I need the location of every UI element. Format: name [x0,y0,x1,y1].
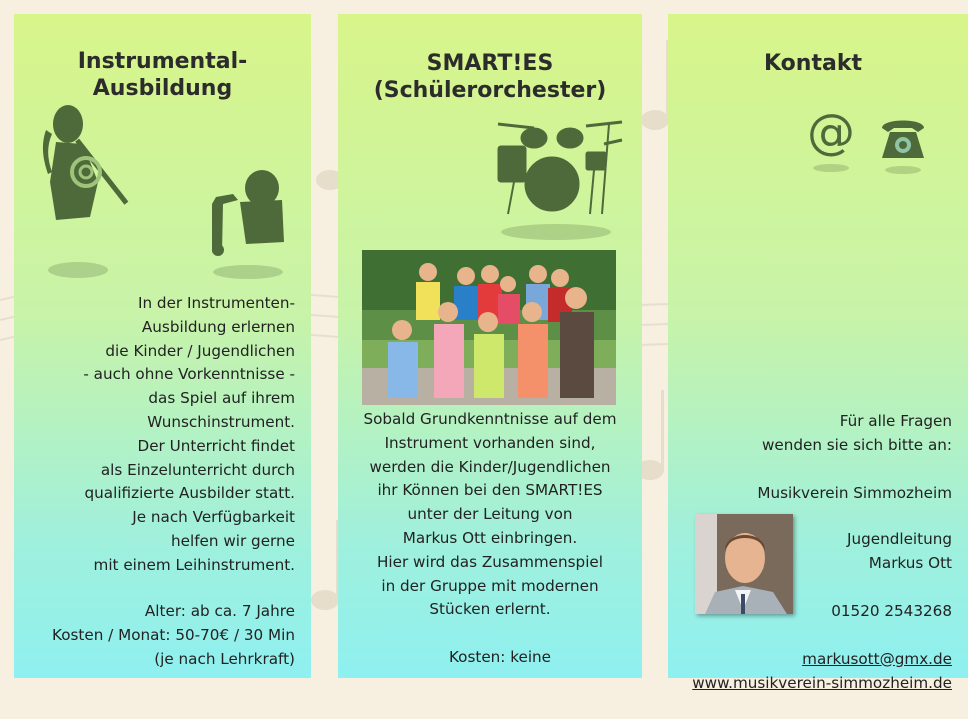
clarinet-player-icon [43,105,128,220]
col1-cost-note: (je nach Lehrkraft) [154,650,295,668]
drum-kit-icon [494,114,624,244]
col2-description: Sobald Grundkenntnisse auf dem Instrument vorhanden sind, werden die Kinder/Jugendlichen ihr Können bei den SMART!ES unter der Leitung von Markus Ott einbringen. Hier wird das Zusammenspiel in der Gruppe mit modernen Stücken erlernt. [363,410,617,619]
club-name: Musikverein Simmozheim [757,484,952,502]
col1-age: Alter: ab ca. 7 Jahre [144,602,295,620]
col3-title: Kontakt [764,51,862,76]
website-row [668,648,952,719]
col2-title-line2: (Schülerorchester) [373,78,607,103]
telephone-icon [878,114,928,176]
col2-title [338,50,642,104]
col1-description: In der Instrumenten- Ausbildung erlernen die Kinder / Jugendlichen - auch ohne Vorkenntnisse - das Spiel auf ihrem Wunschinstrument. Der Unterricht findet als Einzelunterricht durch qualifizierte Ausbilder statt. Je nach Verfügbarkeit helfen wir gerne mit einem Leihinstrument. [83,294,295,574]
portrait-photo [695,514,793,614]
col1-title [14,48,311,102]
group-photo-smarties [362,250,616,405]
website-link[interactable]: www.musikverein-simmozheim.de [692,673,952,692]
panel-smarties-orchestra [338,14,642,678]
role-label: Jugendleitung [847,530,952,548]
at-sign-icon [806,106,856,176]
svg-text:@: @ [807,104,855,160]
person-name: Markus Ott [868,554,952,572]
col3-questions: Für alle Fragen wenden sie sich bitte an: [761,412,952,454]
col1-cost: Kosten / Monat: 50-70€ / 30 Min [52,626,295,644]
panel-contact [668,14,968,692]
panel-instrumental-training [14,14,311,678]
col2-cost: Kosten: keine [448,648,552,666]
col2-title-line1: SMART!ES [426,51,554,76]
musicians-illustration [38,102,288,282]
col1-title-line2: Ausbildung [92,76,233,101]
email-link[interactable]: markusott@gmx.de [802,649,952,668]
phone-number: 01520 2543268 [831,602,952,620]
saxophone-player-icon [212,170,284,256]
col1-title-line1: Instrumental- [77,49,248,74]
